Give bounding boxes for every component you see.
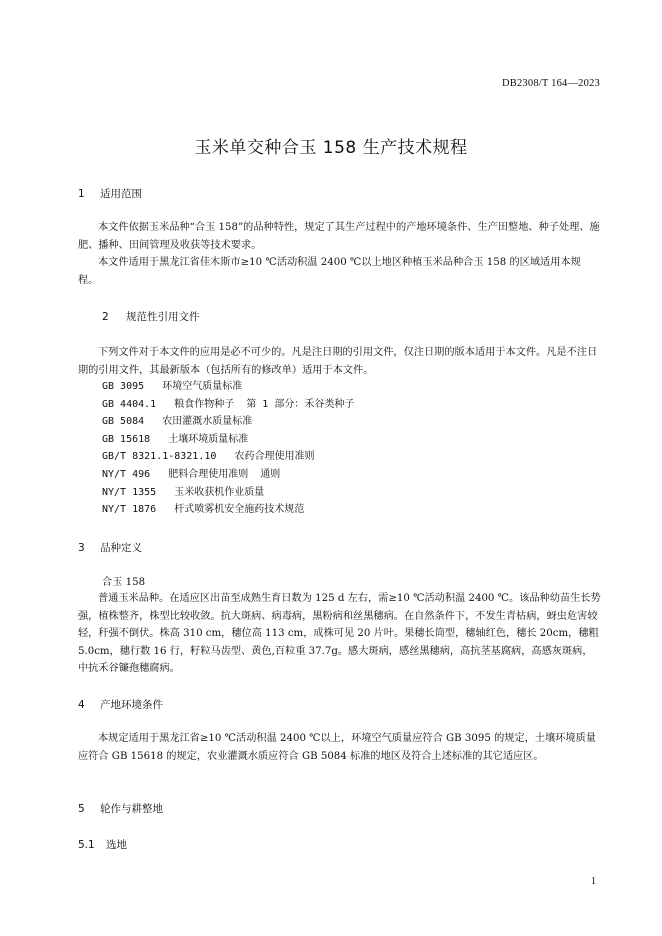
section-body-4 bbox=[78, 730, 601, 765]
section-title: 选地 bbox=[106, 839, 127, 851]
section-number: 5 bbox=[78, 803, 85, 815]
page-title: 玉米单交种合玉 158 生产技术规程 bbox=[194, 138, 468, 158]
section-number: 1 bbox=[78, 188, 85, 200]
reference-item: NY/T 1876 杆式喷雾机安全施药技术规范 bbox=[102, 504, 305, 516]
section-heading-2 bbox=[78, 309, 200, 324]
document-code: DB2308/T 164—2023 bbox=[501, 78, 600, 89]
section-body-2 bbox=[78, 344, 601, 379]
section-title: 品种定义 bbox=[100, 542, 142, 554]
variety-name: 合玉 158 bbox=[102, 577, 146, 588]
reference-item: GB 4404.1 粮食作物种子 第 1 部分：禾谷类种子 bbox=[102, 398, 355, 410]
section-title: 规范性引用文件 bbox=[126, 311, 200, 323]
section-title: 适用范围 bbox=[100, 188, 142, 200]
section-heading-5 bbox=[78, 801, 163, 816]
section-body-3 bbox=[78, 590, 601, 678]
paragraph: 普通玉米品种。在适应区出苗至成熟生育日数为 125 d 左右，需≥10 ℃活动积温 2400 ℃。该品种幼苗生长势强，植株整齐，株型比较收敛。抗大斑病、病毒病，黑粉病和丝黑穗病。在自然条件下，不发生青枯病，蚜虫危害较轻，秆强不倒伏。株高 310 cm，穗位高 113 cm，成株可见 20 片叶。果穗长筒型，穗轴红色，穗长 20cm，穗粗 5.0cm，穗行数 16 行，籽粒马齿型、黄色,百粒重 37.7g。感大斑病，感丝黑穗病，高抗茎基腐病，高感灰斑病，中抗禾谷镰孢穗腐病。 bbox=[78, 593, 601, 674]
paragraph: 本规定适用于黑龙江省≥10 ℃活动积温 2400 ℃以上，环境空气质量应符合 GB 3095 的规定，土壤环境质量应符合 GB 15618 的规定，农业灌溉水质应符合 GB 5084 标准的地区及符合上述标准的其它适应区。 bbox=[78, 733, 596, 762]
reference-item: GB 3095 环境空气质量标准 bbox=[102, 381, 243, 392]
section-title: 产地环境条件 bbox=[100, 699, 163, 711]
reference-item: GB/T 8321.1-8321.10 农药合理使用准则 bbox=[102, 451, 315, 463]
paragraph: 下列文件对于本文件的应用是必不可少的。凡是注日期的引用文件，仅注日期的版本适用于本文件。凡是不注日期的引用文件，其最新版本（包括所有的修改单）适用于本文件。 bbox=[78, 347, 598, 376]
section-number: 3 bbox=[78, 542, 85, 554]
subsection-heading-5-1 bbox=[78, 837, 127, 852]
section-title: 轮作与耕整地 bbox=[100, 803, 163, 815]
section-number: 4 bbox=[78, 699, 85, 711]
paragraph: 本文件适用于黑龙江省佳木斯市≥10 ℃活动积温 2400 ℃以上地区种植玉米品种合玉 158 的区域适用本规程。 bbox=[78, 257, 581, 286]
page-number: 1 bbox=[591, 876, 596, 887]
section-heading-1 bbox=[78, 186, 142, 201]
reference-item: NY/T 1355 玉米收获机作业质量 bbox=[102, 486, 265, 498]
reference-item: GB 15618 土壤环境质量标准 bbox=[102, 433, 249, 445]
section-number: 5.1 bbox=[78, 839, 95, 851]
section-heading-4 bbox=[78, 697, 163, 712]
reference-item: GB 5084 农田灌溉水质量标准 bbox=[102, 416, 253, 428]
paragraph: 本文件依据玉米品种“合玉 158”的品种特性，规定了其生产过程中的产地环境条件、生产田整地、种子处理、施肥、播种、田间管理及收获等技术要求。 bbox=[78, 222, 600, 251]
reference-item: NY/T 496 肥料合理使用准则 通则 bbox=[102, 468, 281, 480]
section-heading-3 bbox=[78, 540, 142, 555]
reference-list bbox=[102, 378, 354, 519]
section-number: 2 bbox=[102, 311, 109, 323]
section-body-1 bbox=[78, 219, 601, 289]
